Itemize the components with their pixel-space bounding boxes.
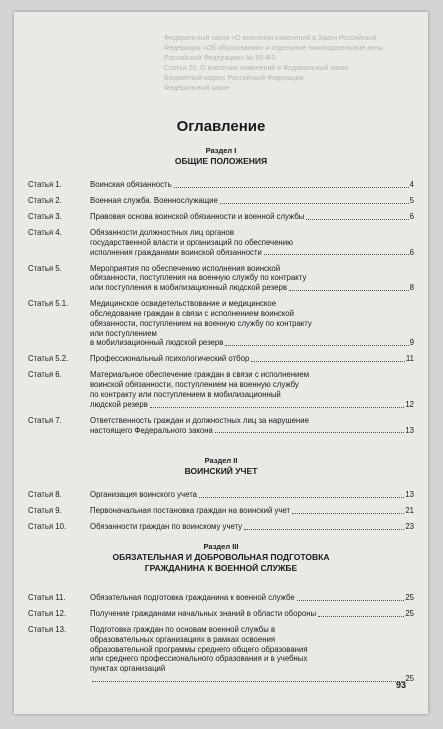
article-title: [90, 299, 414, 348]
article-title-line: людской резерв: [90, 399, 148, 409]
article-title-line: в мобилизационный людской резерв: [90, 338, 224, 348]
article-title: [90, 506, 414, 516]
article-title-line: или поступлением: [90, 328, 157, 338]
article-number: Статья 11.: [28, 593, 66, 602]
dot-leader: [215, 432, 404, 433]
page-ref: 9: [409, 338, 414, 348]
leader-line: [90, 354, 414, 364]
section-heading: [14, 456, 428, 477]
article-title: [90, 354, 414, 364]
page-ref: 21: [405, 506, 414, 515]
article-number: Статья 2.: [28, 196, 62, 205]
article-title: [90, 609, 414, 619]
leader-line: [90, 248, 414, 258]
article-title-line: Мероприятия по обеспечению исполнения воинской: [90, 263, 281, 273]
article-number: Статья 1.: [28, 180, 62, 189]
section-heading: [14, 146, 428, 167]
article-title: [90, 180, 414, 190]
dot-leader: [174, 187, 409, 188]
article-number: Статья 5.2.: [28, 354, 69, 364]
dot-leader: [289, 290, 409, 291]
article-number: Статья 13.: [28, 625, 67, 634]
article-title-line: Подготовка граждан по основам военной службы в: [90, 625, 276, 634]
article-title-line: Правовая основа воинской обязанности и военной службы: [90, 212, 305, 221]
dot-leader: [251, 361, 405, 362]
dot-leader: [244, 529, 404, 530]
article-number: Статья 12.: [28, 609, 67, 618]
leader-line: [90, 506, 414, 516]
section-number: Раздел I: [205, 146, 237, 155]
article-title-line: Организация воинского учета: [90, 490, 198, 499]
page-number: 93: [395, 680, 406, 690]
article-title-line: пунктах организаций: [90, 664, 166, 674]
section-name: ОБЩИЕ ПОЛОЖЕНИЯ: [174, 156, 268, 166]
article-title: [90, 264, 414, 293]
section-number: Раздел III: [203, 542, 239, 551]
dot-leader: [318, 616, 404, 617]
article-title-line: или среднего профессионального образования и в учебных: [90, 654, 308, 664]
article-number: Статья 7.: [28, 415, 62, 425]
article-title-line: Медицинское освидетельствование и медицинское: [90, 299, 277, 309]
page-ref: 13: [405, 490, 414, 499]
dot-leader: [297, 600, 405, 601]
leader-line: [90, 212, 414, 222]
article-number: Статья 6.: [28, 370, 62, 380]
leader-line: [90, 400, 414, 410]
book-page: [14, 12, 428, 714]
article-title-line: Обязанности должностных лиц органов: [90, 228, 234, 237]
article-title-line: по контракту или поступлением в мобилизационный: [90, 389, 281, 399]
article-title-line: настоящего Федерального закона: [90, 425, 213, 435]
page-ref: 23: [405, 522, 414, 531]
article-title-line: образовательной программы среднего общего образования: [90, 644, 308, 654]
article-title-line: образовательных организациях в рамках освоения: [90, 634, 276, 644]
article-number: Статья 4.: [28, 228, 62, 237]
article-title-line: Материальное обеспечение граждан в связи с исполнением: [90, 370, 310, 380]
article-title: [90, 228, 414, 257]
article-number: Статья 5.: [28, 263, 62, 273]
page-ref: 25: [405, 593, 414, 602]
article-title: [90, 196, 414, 206]
page-ref: 12: [405, 399, 414, 409]
article-number: Статья 3.: [28, 212, 62, 221]
article-title-line: Военная служба. Военнослужащие: [90, 196, 218, 205]
article-title-line: Профессиональный психологический отбор: [90, 354, 250, 364]
page-ref: 6: [409, 247, 414, 257]
article-title-line: обязанности, поступлением на военную службу по контракту: [90, 318, 312, 328]
page-ref: 11: [405, 354, 414, 364]
leader-line: [90, 609, 414, 619]
section-heading: [14, 542, 428, 574]
article-title-line: Ответственность граждан и должностных лиц за нарушение: [90, 415, 309, 425]
page-ref: 25: [405, 609, 414, 618]
leader-line: [90, 522, 414, 532]
leader-line: [90, 426, 414, 436]
dot-leader: [292, 513, 404, 514]
page-ref: 25: [405, 673, 414, 683]
article-number: Статья 10.: [28, 522, 67, 531]
article-title: [90, 416, 414, 436]
article-title-line: Воинская обязанность: [90, 180, 172, 189]
leader-line: [90, 180, 414, 190]
article-title-line: Обязанности граждан по воинскому учету: [90, 522, 243, 531]
article-title-line: обследование граждан в связи с исполнением воинской: [90, 308, 294, 318]
leader-line: [90, 490, 414, 500]
leader-line: [90, 674, 414, 684]
article-title: [90, 625, 414, 684]
leader-line: [90, 593, 414, 603]
page-ref: 13: [405, 425, 414, 435]
article-title-line: Получение гражданами начальных знаний в области обороны: [90, 609, 317, 618]
dot-leader: [220, 203, 409, 204]
leader-line: [90, 283, 414, 293]
article-title-line: или поступления в мобилизационный людской резерв: [90, 283, 287, 293]
article-title-line: государственной власти и организаций по обеспечению: [90, 237, 293, 247]
bleed-through-text: Федеральный закон «О внесении изменений в Закон Российской Федерации «Об образовании» и отдельные законодательные акты Российской Федерации» № 65-ФЗ Статья 20. О внесении изменений в Федеральный закон Бюджетный кодекс Российской Федерации Федеральный закон: [164, 35, 383, 92]
leader-line: [90, 338, 414, 348]
article-title: [90, 522, 414, 532]
page-title: Оглавление: [176, 118, 266, 135]
article-number: Статья 8.: [28, 490, 62, 499]
article-number: Статья 9.: [28, 506, 62, 515]
page-ref: 5: [409, 196, 414, 205]
page-ref: 6: [409, 212, 414, 221]
dot-leader: [92, 681, 404, 682]
article-title-line: воинской обязанности, поступлением на военную службу: [90, 380, 299, 390]
article-title-line: исполнения гражданами воинской обязанности: [90, 247, 262, 257]
page-ref: 4: [409, 180, 414, 189]
article-title-line: Первоначальная постановка граждан на воинский учет: [90, 506, 291, 515]
article-title: [90, 212, 414, 222]
page-ref: 8: [409, 283, 414, 293]
section-name: ОБЯЗАТЕЛЬНАЯ И ДОБРОВОЛЬНАЯ ПОДГОТОВКА ГРАЖДАНИНА К ВОЕННОЙ СЛУЖБЕ: [112, 552, 330, 573]
dot-leader: [199, 497, 404, 498]
section-name: ВОИНСКИЙ УЧЕТ: [184, 466, 258, 476]
section-number: Раздел II: [204, 456, 238, 465]
article-number: Статья 5.1.: [28, 299, 69, 309]
dot-leader: [264, 254, 409, 255]
leader-line: [90, 196, 414, 206]
dot-leader: [225, 345, 408, 346]
article-title: [90, 593, 414, 603]
article-title-line: Обязательная подготовка гражданина к военной службе: [90, 593, 295, 602]
dot-leader: [306, 219, 408, 220]
dot-leader: [150, 407, 404, 408]
article-title: [90, 490, 414, 500]
article-title: [90, 370, 414, 409]
article-title-line: обязанности, поступления на военную службу по контракту: [90, 273, 307, 283]
